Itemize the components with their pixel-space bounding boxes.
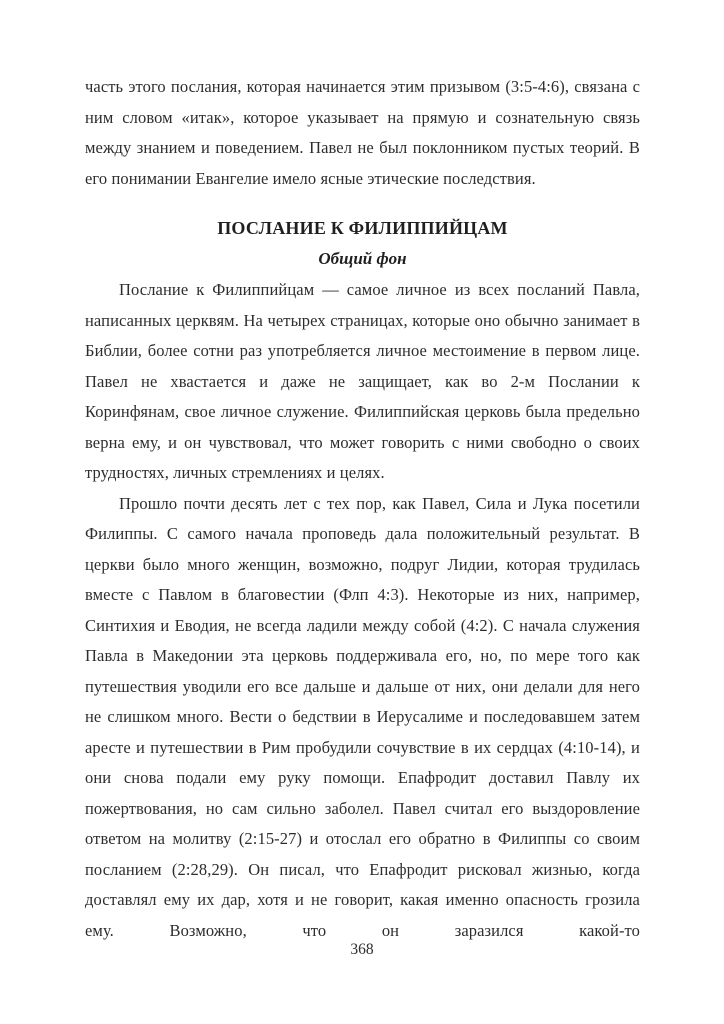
body-paragraph: Послание к Филиппийцам — самое личное из всех посланий Павла, написанных церквям. На четырех страницах, которые оно обычно занимает в Библии, более сотни раз употребляется личное местоимение в первом лице. Павел не хвастается и даже не защищает, как во 2-м Послании к Коринфянам, свое личное служение. Филиппийская церковь была предельно верна ему, и он чувствовал, что может говорить с ними свободно о своих трудностях, личных стремлениях и целях.: [85, 280, 640, 482]
section-title: ПОСЛАНИЕ К ФИЛИППИЙЦАМ: [217, 218, 508, 238]
intro-paragraph: часть этого послания, которая начинается этим призывом (3:5-4:6), связана с ним словом «итак», которое указывает на прямую и сознательную связь между знанием и поведением. Павел не был поклонником пустых теорий. В его понимании Евангелие имело ясные этические последствия.: [85, 77, 640, 188]
section-subtitle: Общий фон: [318, 249, 407, 268]
body-paragraph: Прошло почти десять лет с тех пор, как Павел, Сила и Лука посетили Филиппы. С самого начала проповедь дала положительный результат. В церкви было много женщин, возможно, подруг Лидии, которая трудилась вместе с Павлом в благовестии (Флп 4:3). Некоторые из них, например, Синтихия и Еводия, не всегда ладили между собой (4:2). С начала служения Павла в Македонии эта церковь поддерживала его, но, по мере того как путешествия уводили его все дальше и дальше от них, они делали для него не слишком много. Вести о бедствии в Иерусалиме и последовавшем затем аресте и путешествии в Рим пробудили сочувствие в их сердцах (4:10-14), и они снова подали ему руку помощи. Епафродит доставил Павлу их пожертвования, но сам сильно заболел. Павел считал его выздоровление ответом на молитву (2:15-27) и отослал его обратно в Филиппы со своим посланием (2:28,29). Он писал, что Епафродит рисковал жизнью, когда доставлял ему их дар, хотя и не говорит, какая именно опасность грозила ему. Возможно, что он заразился какой-то: [85, 493, 640, 940]
text-block: [85, 72, 640, 946]
page-number: 368: [350, 941, 374, 958]
